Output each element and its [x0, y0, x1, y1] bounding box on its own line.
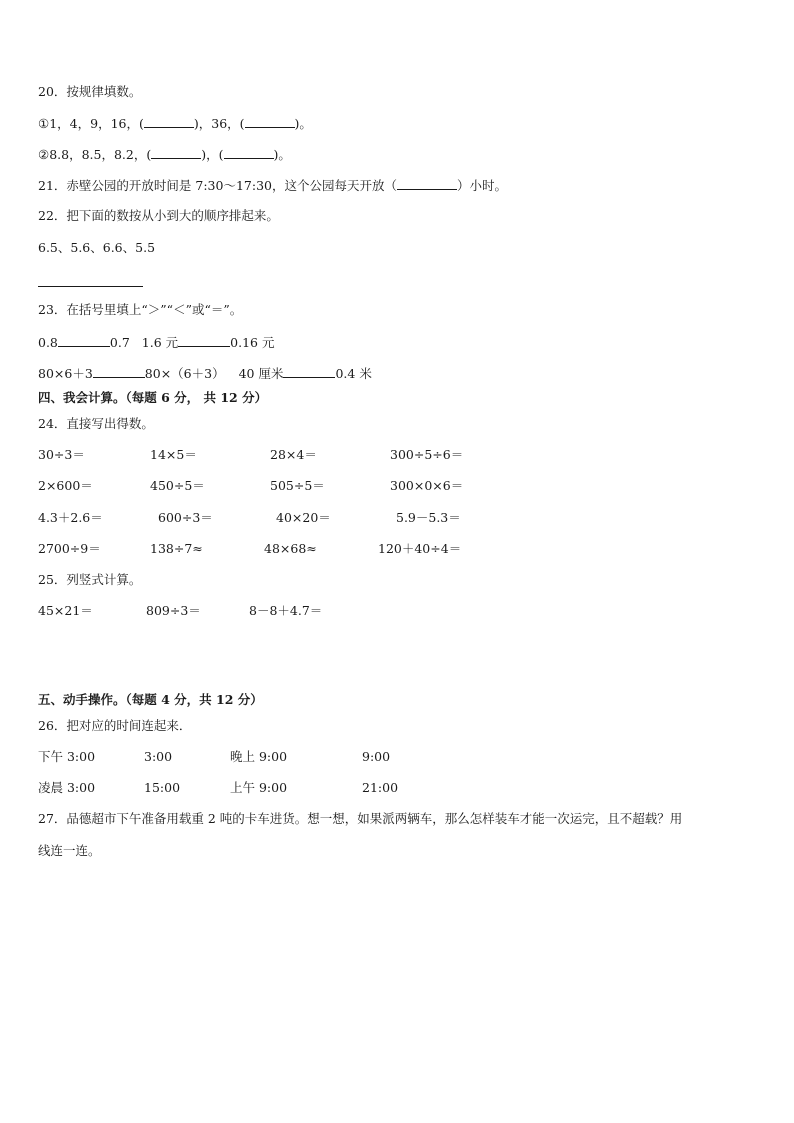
q20-row2-post: )。: [273, 147, 291, 162]
time-item[interactable]: 15:00: [144, 780, 181, 795]
calc-item: 40×20＝: [276, 510, 331, 525]
vertical-calc-item: 45×21＝: [38, 603, 93, 618]
time-item[interactable]: 上午 9:00: [230, 780, 288, 795]
compare-left: 0.8: [38, 335, 58, 350]
q22-numbers: 6.5、5.6、6.6、5.5: [38, 240, 156, 255]
q24-title: 24．直接写出得数。: [38, 416, 154, 431]
calc-item: 505÷5＝: [270, 478, 325, 493]
q21-post: ）小时。: [456, 178, 507, 193]
q20-title: 20．按规律填数。: [38, 84, 142, 99]
calc-item: 4.3＋2.6＝: [38, 510, 103, 525]
time-item[interactable]: 3:00: [144, 749, 173, 764]
q22-title: 22．把下面的数按从小到大的顺序排起来。: [38, 208, 279, 223]
calc-item: 14×5＝: [150, 447, 197, 462]
answer-line[interactable]: [38, 286, 143, 287]
q20-row2: [38, 146, 291, 163]
time-item[interactable]: 晚上 9:00: [230, 749, 288, 764]
section-five-heading: 五、动手操作。（每题 4 分，共 12 分）: [38, 692, 263, 707]
q20-row1-post: )。: [294, 116, 312, 131]
time-item[interactable]: 下午 3:00: [38, 749, 96, 764]
answer-blank[interactable]: [151, 146, 201, 159]
calc-item: 2700÷9＝: [38, 541, 101, 556]
answer-blank[interactable]: [397, 177, 457, 190]
calc-item: 300÷5÷6＝: [390, 447, 464, 462]
answer-blank[interactable]: [144, 115, 194, 128]
calc-item: 5.9－5.3＝: [396, 510, 461, 525]
compare-blank[interactable]: [93, 365, 145, 378]
q27-line2: 线连一连。: [38, 843, 101, 858]
calc-item: 600÷3＝: [158, 510, 213, 525]
q23-row2: [38, 365, 372, 382]
q21-text: [38, 177, 507, 194]
compare-right: 0.7: [109, 335, 130, 350]
time-item[interactable]: 21:00: [362, 780, 399, 795]
compare-right: 0.16 元: [230, 335, 275, 350]
q20-row1-pre: ①1，4，9，16，(: [38, 116, 144, 131]
compare-blank[interactable]: [178, 334, 230, 347]
time-item[interactable]: 9:00: [362, 749, 391, 764]
compare-left: 1.6 元: [141, 335, 179, 350]
vertical-calc-item: 8－8＋4.7＝: [249, 603, 323, 618]
compare-blank[interactable]: [283, 365, 335, 378]
compare-blank[interactable]: [58, 334, 110, 347]
q20-row2-mid: )，(: [201, 147, 224, 162]
vertical-calc-item: 809÷3＝: [146, 603, 201, 618]
calc-item: 2×600＝: [38, 478, 93, 493]
time-item[interactable]: 凌晨 3:00: [38, 780, 96, 795]
section-four-heading: 四、我会计算。（每题 6 分， 共 12 分）: [38, 390, 268, 405]
answer-blank[interactable]: [224, 146, 274, 159]
calc-item: 48×68≈: [264, 541, 317, 556]
q23-row1: [38, 334, 274, 351]
compare-right: 0.4 米: [335, 366, 372, 381]
calc-item: 450÷5＝: [150, 478, 205, 493]
q21-pre: 21．赤壁公园的开放时间是 7:30～17:30，这个公园每天开放（: [38, 178, 397, 193]
calc-item: 300×0×6＝: [390, 478, 464, 493]
compare-left: 40 厘米: [238, 366, 284, 381]
answer-blank[interactable]: [245, 115, 295, 128]
q27-line1: 27．品德超市下午准备用载重 2 吨的卡车进货。想一想，如果派两辆车，那么怎样装车才能一次运完，且不超载？用: [38, 811, 683, 826]
compare-right: 80×（6＋3）: [144, 366, 225, 381]
calc-item: 120＋40÷4＝: [378, 541, 462, 556]
calc-item: 28×4＝: [270, 447, 317, 462]
q25-title: 25．列竖式计算。: [38, 572, 142, 587]
q26-title: 26．把对应的时间连起来．: [38, 718, 192, 733]
q20-row1-mid: )，36，(: [193, 116, 245, 131]
q23-title: 23．在括号里填上“＞”“＜”或“＝”。: [38, 302, 243, 317]
compare-left: 80×6＋3: [38, 366, 93, 381]
q20-row2-pre: ②8.8，8.5，8.2，(: [38, 147, 152, 162]
q20-row1: [38, 115, 312, 132]
calc-item: 30÷3＝: [38, 447, 85, 462]
calc-item: 138÷7≈: [150, 541, 203, 556]
